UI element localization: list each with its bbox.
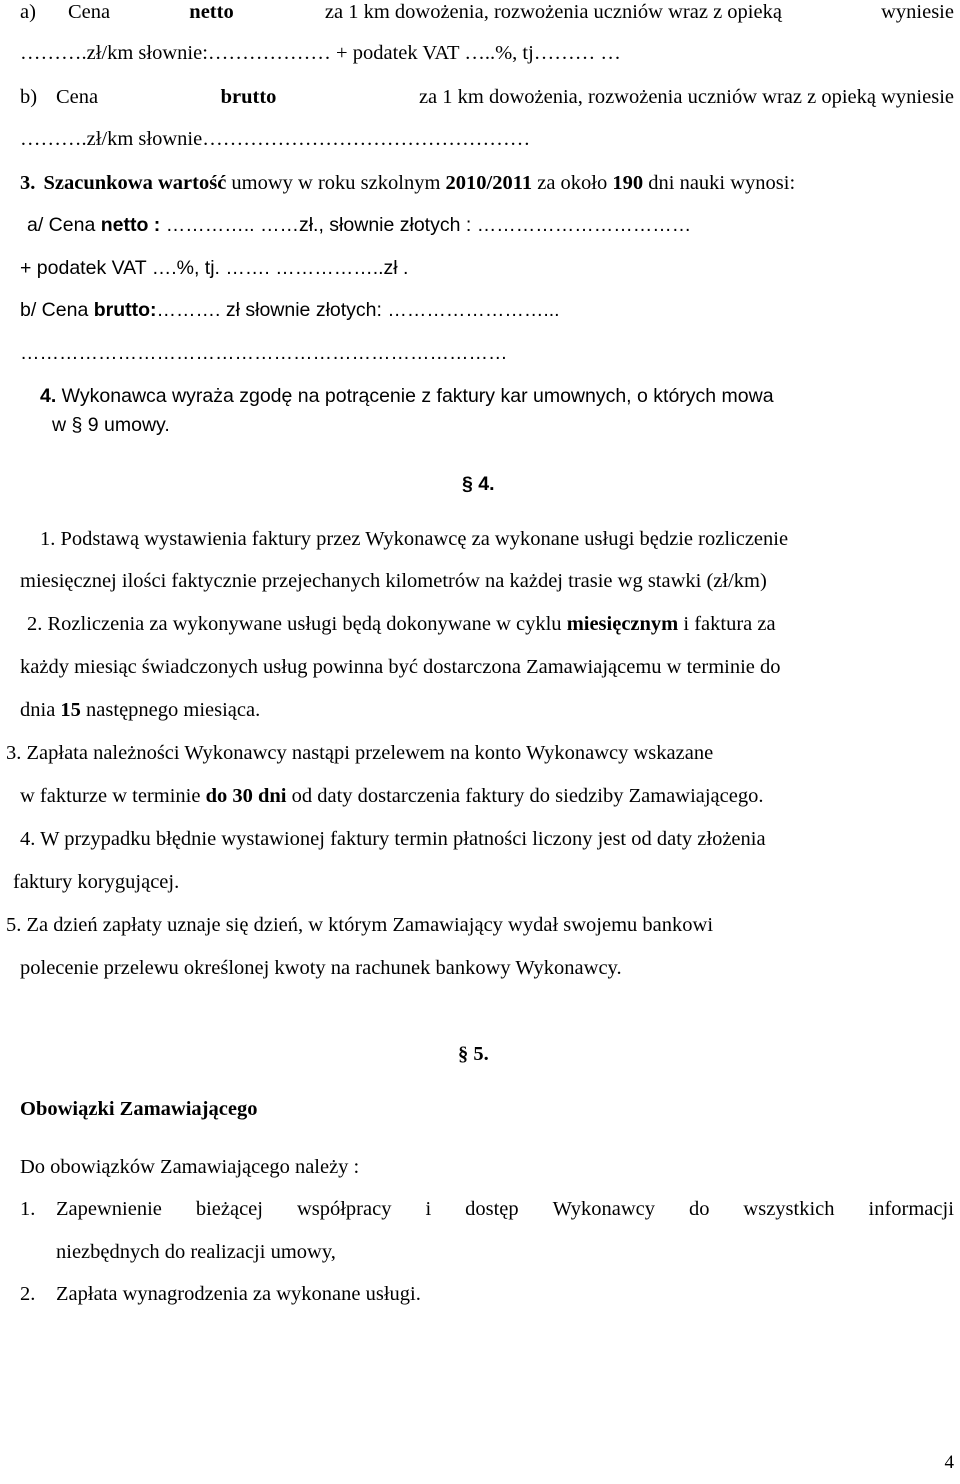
p4-2-line2: każdy miesiąc świadczonych usług powinna być dostarczona Zamawiającemu w terminie do: [20, 656, 781, 678]
point3-num: 3.: [20, 172, 36, 194]
word: informacji: [868, 1198, 954, 1220]
p4-4-num: 4.: [20, 828, 36, 850]
p4-1-text: Podstawą wystawienia faktury przez Wykonawcę za wykonane usługi będzie rozliczenie: [55, 528, 789, 550]
p4-4-line1: [20, 827, 766, 851]
word: dostęp: [465, 1198, 519, 1220]
point3-text2: za około: [532, 172, 613, 194]
word: za 1 km dowożenia, rozwożenia uczniów wraz z opieką wyniesie: [418, 86, 954, 108]
p4-1-num: 1.: [40, 528, 56, 550]
brutto-bold: brutto:: [93, 299, 157, 321]
item-b-line1: [56, 85, 954, 109]
section-title: Obowiązki Zamawiającego: [20, 1098, 258, 1120]
netto-prefix: a/ Cena: [27, 214, 101, 236]
duties-intro: Do obowiązków Zamawiającego należy :: [20, 1156, 360, 1178]
p4-2-day: 15: [60, 699, 81, 721]
p4-5-line1: [6, 913, 713, 937]
duty-1-line1: [56, 1197, 954, 1221]
p4-3-text-a: w fakturze w terminie: [20, 785, 206, 807]
p4-2-line1: [27, 612, 776, 636]
duty-2-line1: Zapłata wynagrodzenia za wykonane usługi.: [56, 1283, 421, 1305]
p4-1-line2: miesięcznej ilości faktycznie przejechanych kilometrów na każdej trasie wg stawki (zł/km): [20, 570, 767, 592]
word: za 1 km dowożenia, rozwożenia uczniów wraz z opieką: [324, 1, 782, 23]
netto-label: netto: [189, 1, 234, 23]
netto-bold: netto :: [100, 214, 161, 236]
word: Zapewnienie: [56, 1198, 162, 1220]
p4-5-text: Za dzień zapłaty uznaje się dzień, w którym Zamawiający wydał swojemu bankowi: [21, 914, 714, 936]
p4-3-line1: [6, 741, 713, 765]
brutto-prefix: b/ Cena: [20, 299, 94, 321]
p4-2-text-c: i faktura za: [678, 613, 776, 635]
word: i: [425, 1198, 432, 1220]
paragraph-4-heading: § 4.: [462, 473, 495, 495]
word: bieżącej: [195, 1198, 263, 1220]
point4-text: Wykonawca wyraża zgodę na potrącenie z faktury kar umownych, o których mowa: [56, 385, 774, 407]
p4-5-num: 5.: [6, 914, 22, 936]
p4-4-text: W przypadku błędnie wystawionej faktury termin płatności liczony jest od daty złożenia: [35, 828, 766, 850]
brutto-rest: ………. zł słownie złotych: ……………………...: [156, 299, 560, 321]
point4-line1: [40, 384, 774, 408]
p4-2-bold: miesięcznym: [566, 613, 679, 635]
paragraph-5-heading: § 5.: [458, 1043, 489, 1065]
p4-2-text3a: dnia: [20, 699, 61, 721]
p4-2-line3: [20, 698, 260, 722]
word: Cena: [56, 86, 99, 108]
word: wszystkich: [743, 1198, 835, 1220]
duty-1-line2: niezbędnych do realizacji umowy,: [56, 1241, 336, 1263]
point4-line2: w § 9 umowy.: [52, 414, 170, 436]
word: do: [688, 1198, 710, 1220]
point4-num: 4.: [40, 385, 57, 407]
p4-2-text-a: Rozliczenia za wykonywane usługi będą dokonywane w cyklu: [42, 613, 567, 635]
p4-5-line2: polecenie przelewu określonej kwoty na rachunek bankowy Wykonawcy.: [20, 957, 622, 979]
duty-1-num: 1.: [20, 1198, 36, 1220]
days-count: 190: [612, 172, 644, 194]
point3-text3: dni nauki wynosi:: [643, 172, 796, 194]
p4-4-line2: faktury korygującej.: [13, 871, 180, 893]
vat-line: + podatek VAT ….%, tj. ……. ……………..zł .: [20, 257, 409, 279]
dots-line: …………………………………………………………………: [20, 342, 508, 364]
duty-2-num: 2.: [20, 1283, 36, 1305]
page-number: 4: [944, 1452, 954, 1473]
item-a-line2: ……….zł/km słownie:……………… + podatek VAT …..%, tj……… …: [20, 42, 621, 64]
netto-rest: ………….. ……zł., słownie złotych : ……………………………: [160, 214, 692, 236]
word: wyniesie: [881, 1, 954, 23]
brutto-label: brutto: [220, 86, 277, 108]
p4-2-num: 2.: [27, 613, 43, 635]
p4-3-line2: [20, 784, 763, 808]
p4-3-num: 3.: [6, 742, 22, 764]
p4-2-text3c: następnego miesiąca.: [80, 699, 261, 721]
netto-line: [27, 213, 691, 237]
p4-1-line1: [40, 527, 788, 551]
point3-text: umowy w roku szkolnym: [226, 172, 446, 194]
p4-3-text-c: od daty dostarczenia faktury do siedziby Zamawiającego.: [286, 785, 764, 807]
word: współpracy: [296, 1198, 392, 1220]
point3-line: [20, 171, 795, 195]
point3-bold: Szacunkowa wartość: [43, 172, 227, 194]
school-year: 2010/2011: [445, 172, 533, 194]
word: Wykonawcy: [552, 1198, 655, 1220]
p4-3-text: Zapłata należności Wykonawcy nastąpi przelewem na konto Wykonawcy wskazane: [21, 742, 714, 764]
word: Cena: [68, 1, 111, 23]
item-a-line1: [68, 0, 954, 24]
item-b-line2: ……….zł/km słownie…………………………………………: [20, 128, 531, 150]
p4-3-bold: do 30 dni: [205, 785, 287, 807]
item-b-label: b): [20, 86, 38, 108]
item-a-label: a): [20, 1, 36, 23]
brutto-line: [20, 298, 560, 322]
